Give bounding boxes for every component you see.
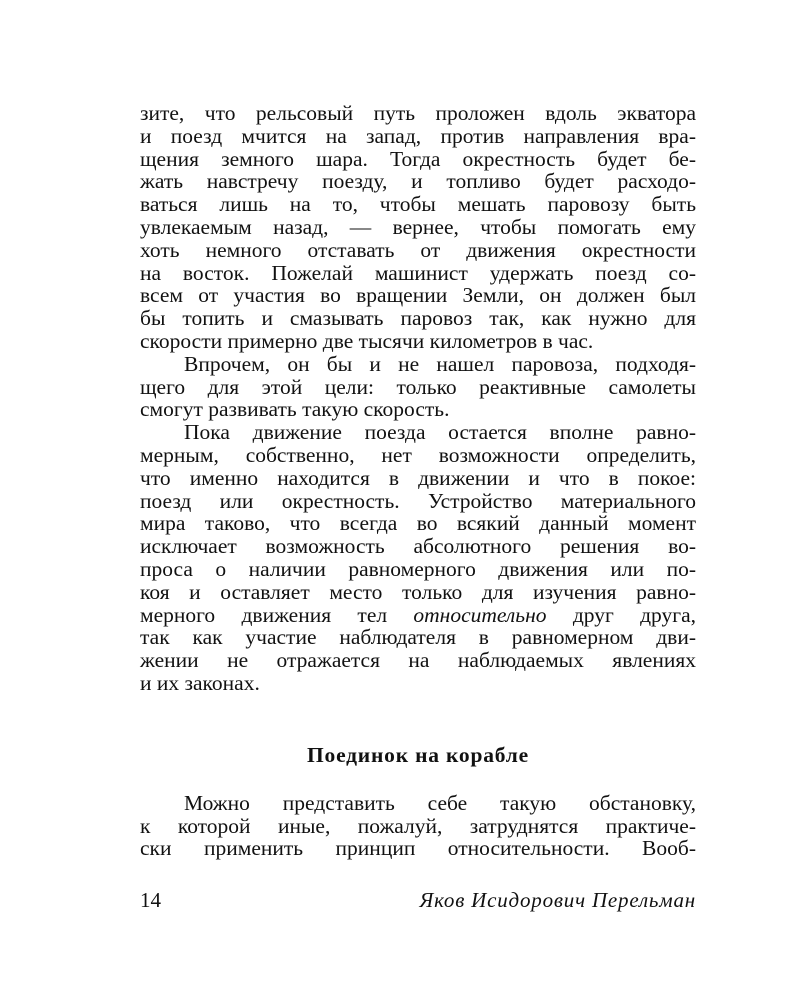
text-line: мерным, собственно, нет возможности определить, <box>140 442 696 467</box>
text-line: Впрочем, он бы и не нашел паровоза, подходя- <box>184 351 696 376</box>
page-footer <box>140 888 696 913</box>
text-line: увлекаемым назад, — вернее, чтобы помогать ему <box>140 214 696 239</box>
text-line: Можно представить себе такую обстановку, <box>184 790 696 815</box>
text-line: так как участие наблюдателя в равномерном дви- <box>140 625 696 650</box>
text-line: что именно находится в движении и что в покое: <box>140 465 696 490</box>
text-line: жать навстречу поезду, и топливо будет расходо- <box>140 169 696 194</box>
text-line: и поезд мчится на запад, против направления вра- <box>140 123 696 148</box>
text-line: жении не отражается на наблюдаемых явлениях <box>140 648 696 673</box>
text-line: проса о наличии равномерного движения или по- <box>140 556 696 581</box>
paragraph-4 <box>140 792 696 860</box>
emphasized-word: относительно <box>413 602 547 627</box>
text-line: щего для этой цели: только реактивные самолеты <box>140 374 696 399</box>
page-number: 14 <box>140 888 161 912</box>
text-line: поезд или окрестность. Устройство материального <box>140 488 696 513</box>
text-line: хоть немного отставать от движения окрестности <box>140 237 696 262</box>
text-line: всем от участия во вращении Земли, он должен был <box>140 283 696 308</box>
text-line: коя и оставляет место только для изучения равно- <box>140 579 696 604</box>
running-footer-author: Яков Исидорович Перельман <box>419 888 696 912</box>
text-line: скорости примерно две тысячи километров в час. <box>140 328 594 353</box>
page-content <box>140 102 696 860</box>
text-segment: мерного движения тел <box>140 602 414 627</box>
text-line-with-emphasis <box>140 604 696 627</box>
text-line: ски применить принцип относительности. Вооб- <box>140 836 696 861</box>
text-line: зите, что рельсовый путь проложен вдоль экватора <box>140 101 696 125</box>
text-line: Пока движение поезда остается вполне равно- <box>184 420 696 445</box>
paragraph-1 <box>140 102 696 353</box>
text-line: к которой иные, пожалуй, затруднятся практиче- <box>140 813 696 838</box>
text-line: мира таково, что всегда во всякий данный момент <box>140 511 696 536</box>
text-line: и их законах. <box>140 670 260 695</box>
text-line: на восток. Пожелай машинист удержать поезд со- <box>140 260 696 285</box>
text-line: щения земного шара. Тогда окрестность будет бе- <box>140 146 696 171</box>
section-heading: Поединок на корабле <box>307 742 529 767</box>
paragraph-2 <box>140 353 696 421</box>
text-line: бы топить и смазывать паровоз так, как нужно для <box>140 306 696 331</box>
paragraph-3 <box>140 421 696 695</box>
text-line: исключает возможность абсолютного решения во- <box>140 534 696 559</box>
text-segment: друг друга, <box>546 602 696 627</box>
text-line: смогут развивать такую скорость. <box>140 397 450 422</box>
text-line: ваться лишь на то, чтобы мешать паровозу быть <box>140 192 696 217</box>
